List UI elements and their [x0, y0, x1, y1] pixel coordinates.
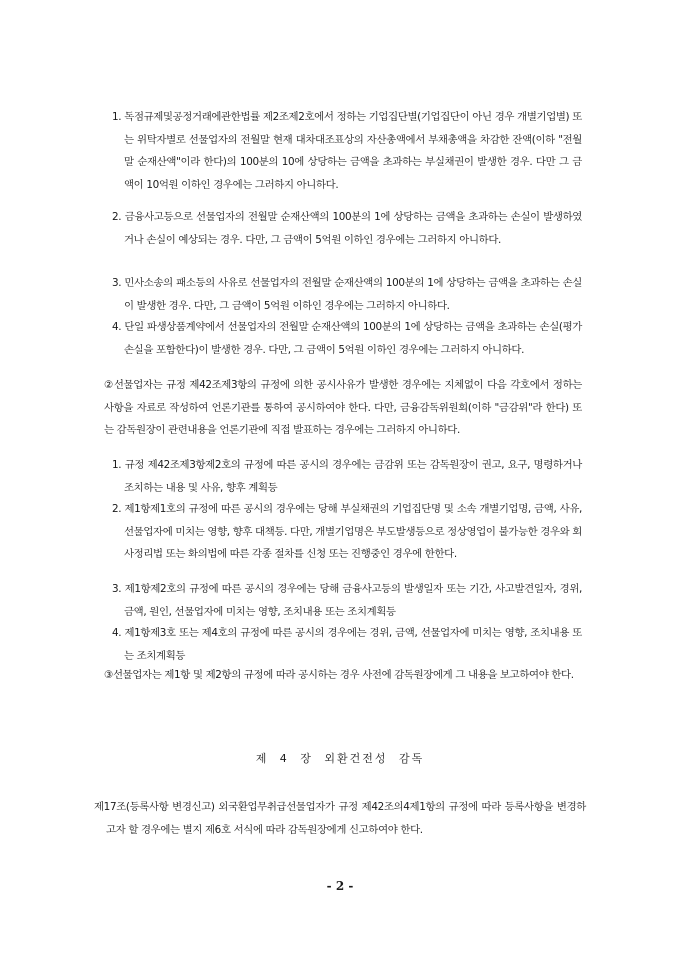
list-item: 1. 규정 제42조제3항제2호의 규정에 따른 공시의 경우에는 금감위 또는 감독원장이 권고, 요구, 명령하거나 조치하는 내용 및 사유, 향후 계획등 [112, 459, 582, 494]
paragraph-3: ③선물업자는 제1항 및 제2항의 규정에 따라 공시하는 경우 사전에 감독원장에게 그 내용을 보고하여야 한다. [104, 669, 574, 681]
chapter-heading: 제 4 장 외환건전성 감독 [255, 752, 425, 765]
article-17: 제17조(등록사항 변경신고) 외국환업무취급선물업자가 규정 제42조의4제1항의 규정에 따라 등록사항을 변경하고자 할 경우에는 별지 제6호 서식에 따라 감독원장에게 신고하여야 한다. [94, 801, 586, 836]
list-item: 4. 제1항제3호 또는 제4호의 규정에 따른 공시의 경우에는 경위, 금액, 선물업자에 미치는 영향, 조치내용 또는 조치계획등 [112, 627, 582, 662]
paragraph-2: ②선물업자는 규정 제42조제3항의 규정에 의한 공시사유가 발생한 경우에는 지체없이 다음 각호에서 정하는 사항을 자료로 작성하여 언론기관를 통하여 공시하여야 한다. 다만, 금융감독위원회(이하 "금감위"라 한다) 또는 감독원장이 관련내용을 언론기관에 직접 발표하는 경우에는 그러하지 아니하다. [104, 379, 582, 436]
list-item: 1. 독점규제및공정거래에관한법률 제2조제2호에서 정하는 기업집단별(기업집단이 아닌 경우 개별기업별) 또는 위탁자별로 선물업자의 전월말 현재 대차대조표상의 자산총액에서 부채총액을 차감한 잔액(이하 "전월말 순재산액"이라 한다)의 100분의 10에 상당하는 금액을 초과하는 부실채권이 발생한 경우. 다만 그 금액이 10억원 이하인 경우에는 그러하지 아니하다. [112, 111, 582, 191]
page-number: - 2 - [326, 879, 354, 893]
list-item: 3. 민사소송의 패소등의 사유로 선물업자의 전월말 순재산액의 100분의 1에 상당하는 금액을 초과하는 손실이 발생한 경우. 다만, 그 금액이 5억원 이하인 경우에는 그러하지 아니하다. [112, 277, 582, 312]
list-item: 2. 금융사고등으로 선물업자의 전월말 순재산액의 100분의 1에 상당하는 금액을 초과하는 손실이 발생하였거나 손실이 예상되는 경우. 다만, 그 금액이 5억원 이하인 경우에는 그러하지 아니하다. [112, 211, 582, 246]
list-item: 2. 제1항제1호의 규정에 따른 공시의 경우에는 당해 부실채권의 기업집단명 및 소속 개별기업명, 금액, 사유, 선물업자에 미치는 영향, 향후 대책등. 다만, 개별기업명은 부도발생등으로 정상영업이 불가능한 경우와 회사정리법 또는 화의법에 따른 각종 절차를 신청 또는 진행중인 경우에 한한다. [112, 503, 582, 560]
list-item: 4. 단일 파생상품계약에서 선물업자의 전월말 순재산액의 100분의 1에 상당하는 금액을 초과하는 손실(평가손실을 포함한다)이 발생한 경우. 다만, 그 금액이 5억원 이하인 경우에는 그러하지 아니하다. [112, 321, 582, 356]
list-item: 3. 제1항제2호의 규정에 따른 공시의 경우에는 당해 금융사고등의 발생일자 또는 기간, 사고발견일자, 경위, 금액, 원인, 선물업자에 미치는 영향, 조치내용 또는 조치계획등 [112, 583, 582, 618]
